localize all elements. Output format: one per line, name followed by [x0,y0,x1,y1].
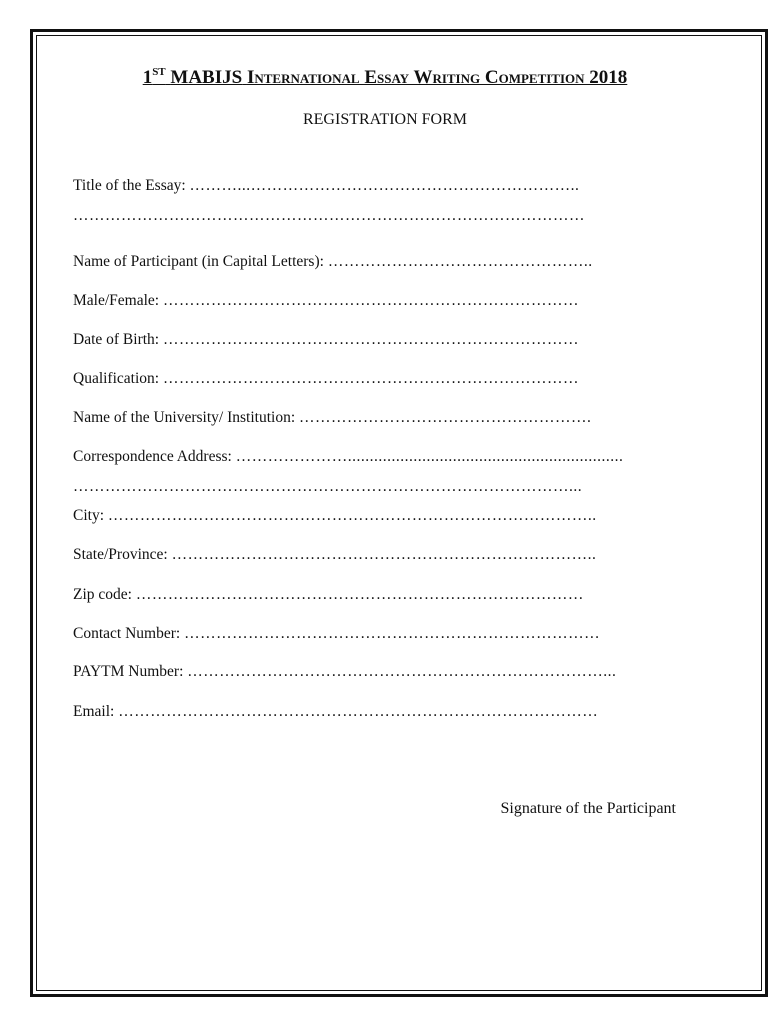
field-email[interactable]: Email: ……………………………………………………………………………… [73,703,599,720]
field-title-of-essay-continuation[interactable]: …………………………………………………………………………………… [73,207,585,224]
field-contact-number[interactable]: Contact Number: …………………………………………………………………… [73,625,601,642]
field-city[interactable]: City: ……………………………………………………………………………….. [73,507,597,524]
field-correspondence-address[interactable]: Correspondence Address: …………………............................................................... [73,448,624,465]
field-zip-code[interactable]: Zip code: ………………………………………………………………………… [73,586,584,603]
field-university[interactable]: Name of the University/ Institution: ………………………………………………. [73,409,592,426]
page-title: 1ST MABIJS International Essay Writing Competition 2018 [142,66,628,88]
field-participant-name[interactable]: Name of Participant (in Capital Letters): ………………………………………….. [73,253,593,270]
field-address-continuation[interactable]: …………………………………………………………………………………... [73,478,583,495]
signature-label: Signature of the Participant [500,800,676,817]
field-paytm-number[interactable]: PAYTM Number: ……………………………………………………………………... [73,663,617,680]
field-state-province[interactable]: State/Province: …………………………………………………………………….. [73,546,597,563]
form-subtitle: REGISTRATION FORM [302,111,467,128]
field-gender[interactable]: Male/Female: …………………………………………………………………… [73,292,579,309]
field-qualification[interactable]: Qualification: …………………………………………………………………… [73,370,579,387]
field-title-of-essay[interactable]: Title of the Essay: ………...…………………………………………………….. [73,177,580,194]
field-date-of-birth[interactable]: Date of Birth: …………………………………………………………………… [73,331,579,348]
